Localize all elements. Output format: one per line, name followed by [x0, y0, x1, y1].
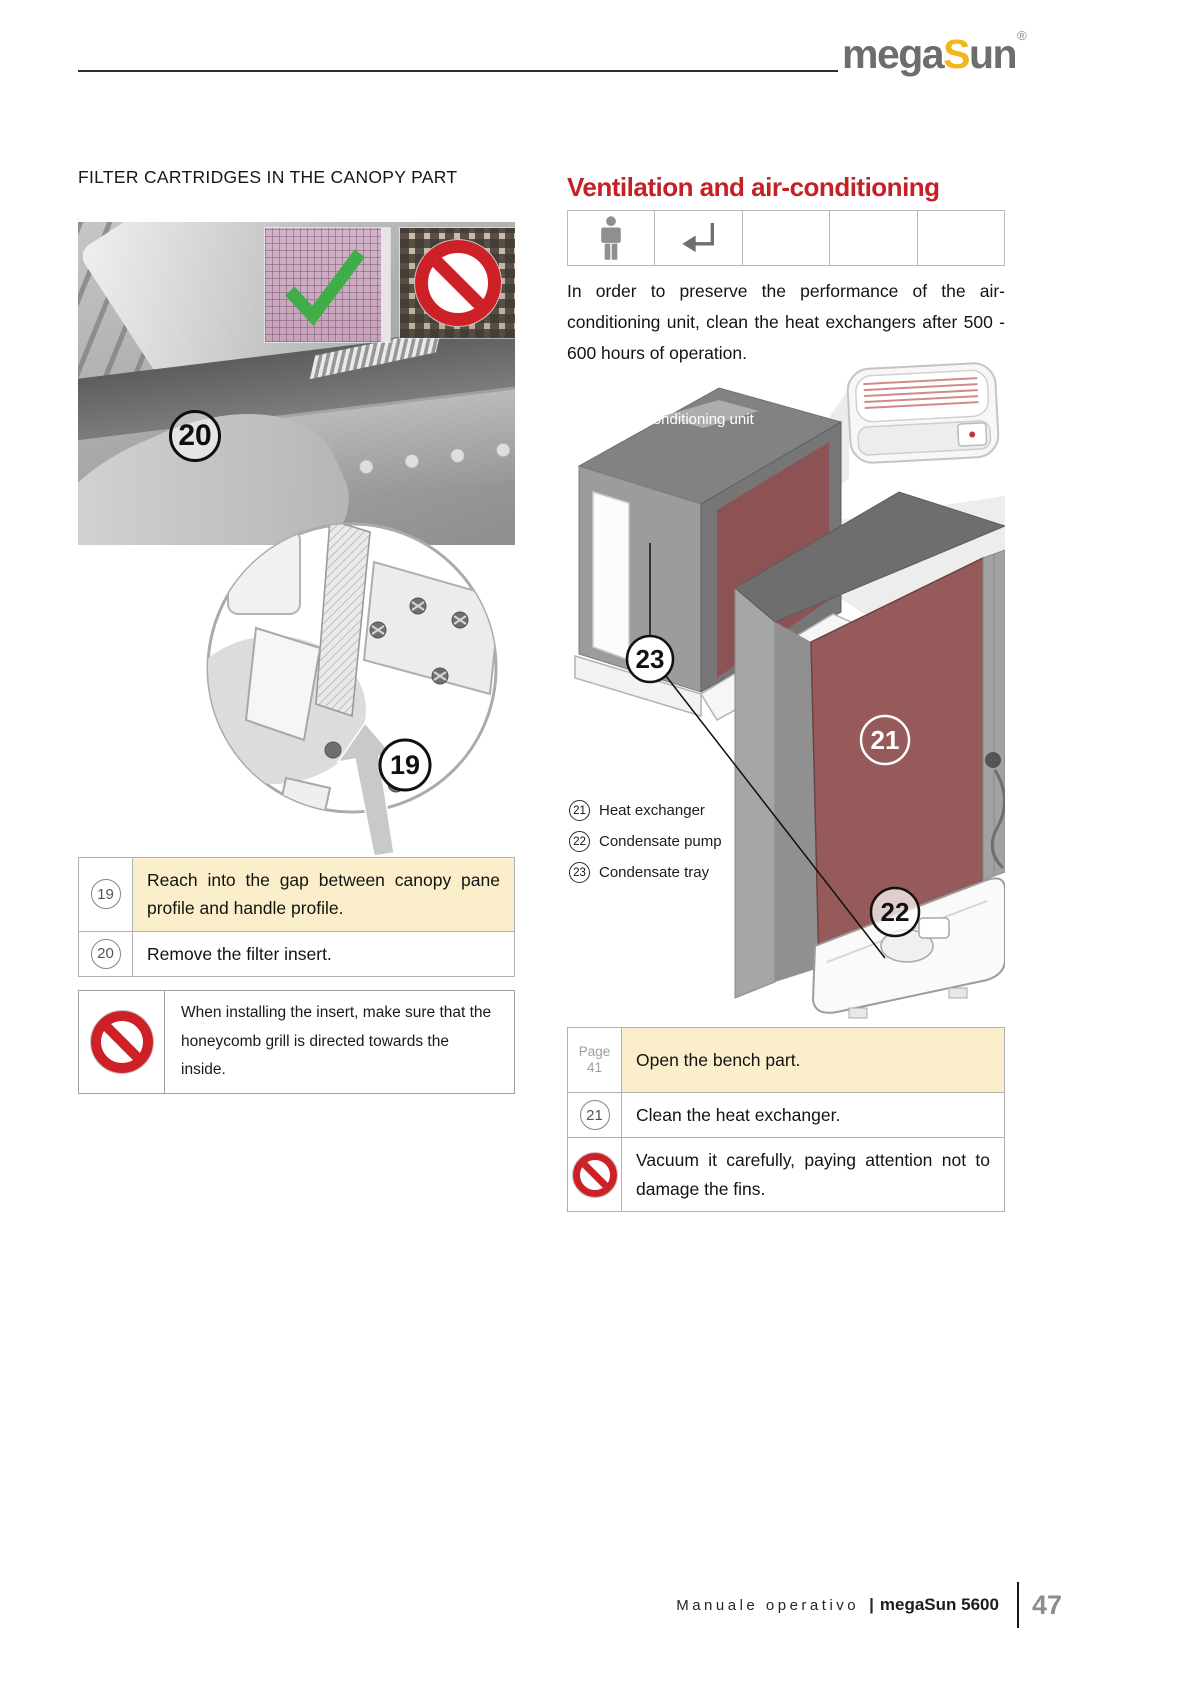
unit-label: Air-conditioning unit — [622, 411, 754, 428]
legend-label: Condensate tray — [599, 864, 710, 881]
step-text-cell — [133, 858, 514, 931]
step-text: Remove the filter insert. — [147, 943, 332, 964]
legend-label: Heat exchanger — [599, 802, 705, 819]
step-text-cell — [622, 1028, 1004, 1092]
diagram-legend — [569, 800, 722, 893]
icon-cell-empty — [918, 211, 1004, 265]
legend-item — [569, 862, 722, 883]
step-badge-20: 20 — [169, 410, 221, 462]
prohibition-icon — [415, 240, 501, 326]
legend-label: Condensate pump — [599, 833, 722, 850]
air-conditioning-diagram — [567, 360, 1005, 1020]
step-text: Vacuum it carefully, paying attention not to damage the fins. — [636, 1150, 990, 1199]
intro-paragraph: In order to preserve the performance of the air-conditioning unit, clean the heat exchangers after 500 - 600 hours of operation. — [567, 281, 1005, 364]
page-number: 47 — [1031, 1589, 1062, 1620]
icon-cell-empty — [743, 211, 830, 265]
step-number-cell — [79, 858, 133, 931]
warning-icon-cell — [79, 991, 165, 1093]
legend-item — [569, 800, 722, 821]
page-ref-cell — [568, 1028, 622, 1092]
page-ref-number: 41 — [586, 1060, 603, 1075]
badge-23: 23 — [635, 644, 665, 674]
footer-rule — [1017, 1582, 1019, 1628]
step-number-21: 21 — [580, 1100, 610, 1130]
table-row — [568, 1028, 1004, 1092]
step-text-cell — [622, 1138, 1004, 1211]
return-arrow-icon — [673, 218, 725, 258]
step-text-cell — [622, 1093, 1004, 1137]
icon-cell — [568, 211, 655, 265]
right-steps-table — [567, 1027, 1005, 1212]
right-section-heading: Ventilation and air-conditioning — [567, 172, 940, 202]
legend-item — [569, 831, 722, 852]
step-number-19: 19 — [91, 879, 121, 909]
person-icon — [597, 215, 625, 261]
gap-detail-illustration — [78, 478, 515, 873]
warning-text: When installing the insert, make sure that the honeycomb grill is directed towards the inside. — [181, 1004, 492, 1079]
page-footer — [0, 1580, 1062, 1630]
knob — [985, 752, 1001, 768]
step-text-cell — [133, 932, 514, 976]
footer-model: megaSun 5600 — [879, 1595, 999, 1614]
warning-icon-cell — [568, 1138, 622, 1211]
logo-s: S — [943, 31, 969, 77]
table-row — [79, 858, 514, 931]
step-text: Clean the heat exchanger. — [636, 1105, 841, 1125]
badge-22: 22 — [880, 897, 910, 927]
sunbed-illustration — [847, 362, 1000, 464]
registered-mark-icon: ® — [1017, 28, 1027, 43]
left-steps-table — [78, 857, 515, 977]
legend-number-22: 22 — [569, 831, 590, 852]
page-ref-label: Page — [578, 1043, 611, 1059]
legend-number-21: 21 — [569, 800, 590, 821]
left-section-heading: FILTER CARTRIDGES IN THE CANOPY PART — [78, 167, 458, 187]
header-rule — [78, 70, 838, 72]
left-warning-box — [78, 990, 515, 1094]
qualification-icon-table — [567, 210, 1005, 266]
step-text: Open the bench part. — [636, 1049, 801, 1070]
step-text: Reach into the gap between canopy pane profile and handle profile. — [147, 870, 500, 919]
step-number-cell — [568, 1093, 622, 1137]
footer-manual-title: Manuale operativo — [676, 1596, 860, 1614]
brand-logo — [842, 28, 1027, 78]
logo-mega: mega — [842, 31, 944, 77]
step-number-cell — [79, 932, 133, 976]
table-row — [568, 1092, 1004, 1137]
diagram-artwork — [567, 360, 1005, 1020]
table-row — [568, 1137, 1004, 1211]
step-number-20: 20 — [91, 939, 121, 969]
wrong-filter-inset — [400, 228, 515, 338]
green-check-icon — [277, 241, 369, 329]
warning-text-cell — [165, 991, 514, 1093]
prohibition-icon — [91, 1011, 153, 1073]
icon-cell — [655, 211, 742, 265]
correct-filter-inset — [265, 228, 390, 342]
step-badge-19: 19 — [389, 750, 421, 780]
footer-separator: | — [869, 1595, 874, 1614]
badge-21: 21 — [870, 725, 900, 755]
prohibition-icon — [573, 1153, 617, 1197]
table-row — [79, 931, 514, 976]
legend-number-23: 23 — [569, 862, 590, 883]
logo-un: un — [968, 31, 1017, 77]
icon-cell-empty — [830, 211, 917, 265]
